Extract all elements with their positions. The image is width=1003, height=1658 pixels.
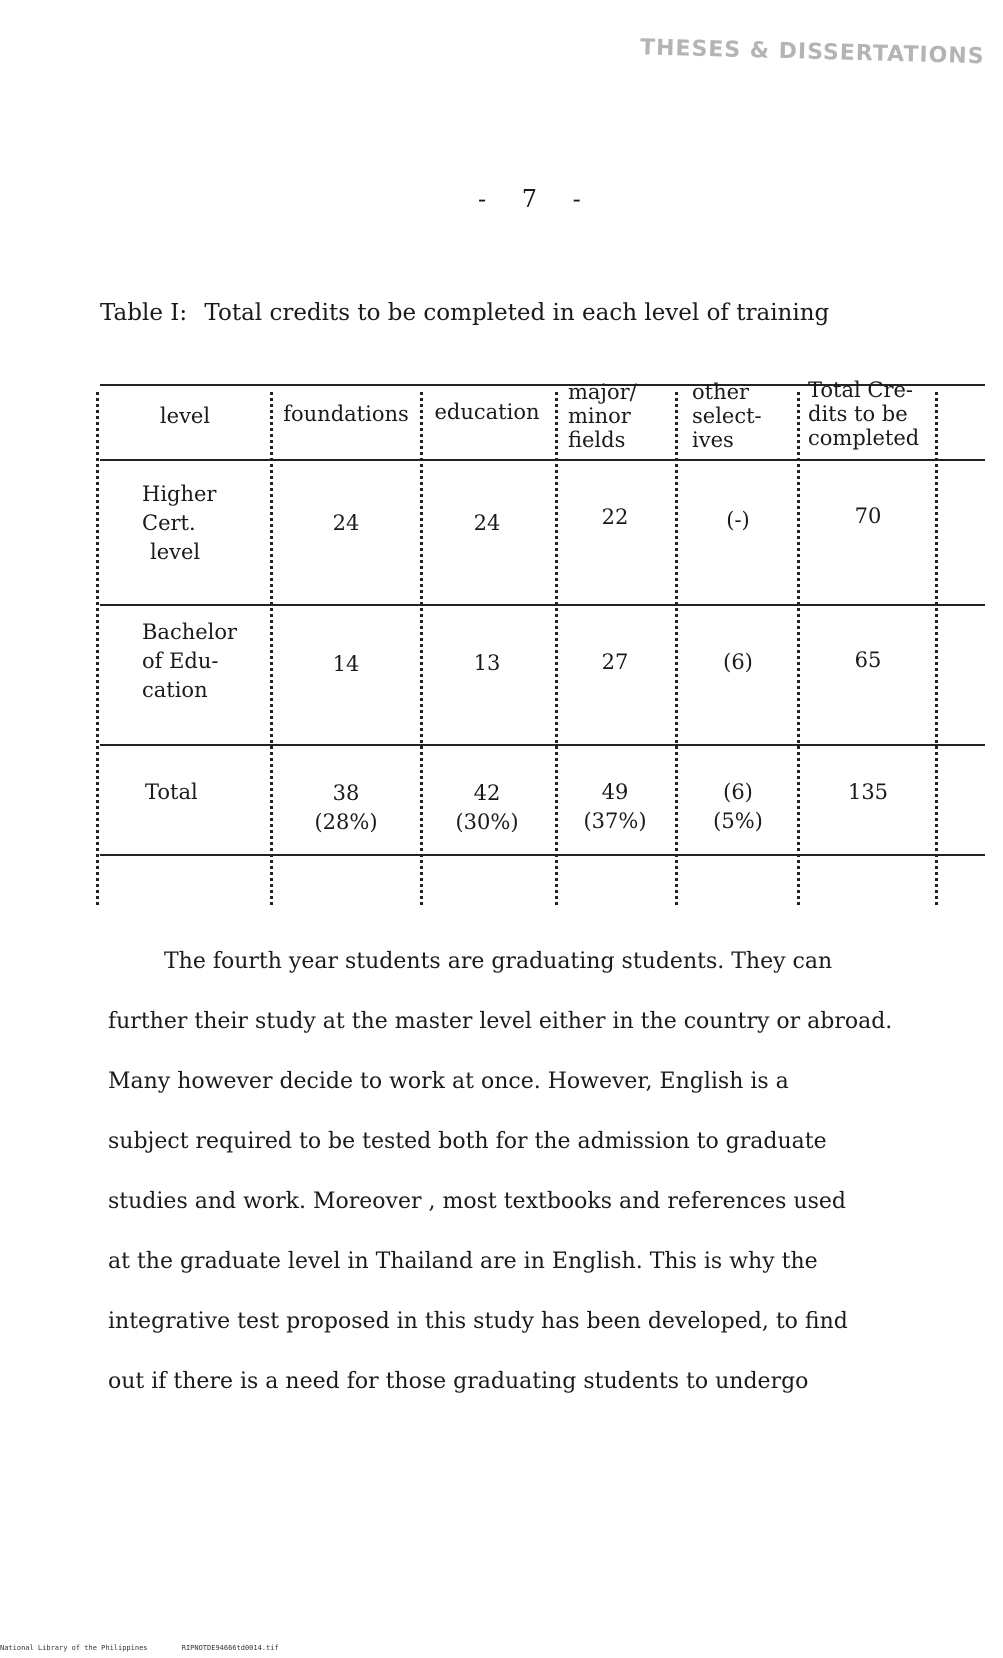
paragraph-line: further their study at the master level either in the country or abroad. bbox=[108, 1009, 893, 1034]
header-rule bbox=[100, 459, 985, 461]
table-caption-label: Table I: bbox=[100, 300, 188, 326]
header-total-line: Total Cre- bbox=[808, 378, 913, 402]
header-other bbox=[692, 380, 802, 452]
level-line: cation bbox=[142, 678, 208, 702]
header-total-line: dits to be bbox=[808, 402, 908, 426]
cell-total-major bbox=[560, 778, 670, 836]
column-separator bbox=[935, 392, 938, 905]
cell-total-foundations bbox=[276, 779, 416, 837]
page-number: - 7 - bbox=[478, 185, 595, 213]
paragraph-line: integrative test proposed in this study has been developed, to find bbox=[108, 1309, 848, 1334]
value: 42 bbox=[473, 781, 501, 805]
level-line: Bachelor bbox=[142, 620, 238, 644]
paragraph-line: Many however decide to work at once. However, English is a bbox=[108, 1069, 789, 1094]
column-separator bbox=[555, 392, 558, 905]
value: 49 bbox=[601, 780, 629, 804]
table-bottom-rule bbox=[100, 854, 985, 856]
level-line: of Edu- bbox=[142, 649, 219, 673]
header-other-line: ives bbox=[692, 428, 734, 452]
header-foundations: foundations bbox=[283, 402, 409, 426]
header-major bbox=[568, 380, 678, 452]
paragraph-line: out if there is a need for those graduating students to undergo bbox=[108, 1369, 809, 1394]
cell-total-education bbox=[422, 779, 552, 837]
percent: (5%) bbox=[713, 809, 763, 833]
credits-table bbox=[100, 378, 985, 905]
archive-stamp: THESES & DISSERTATIONS bbox=[639, 35, 985, 70]
cell-total: 70 bbox=[854, 504, 882, 528]
paragraph-line: studies and work. Moreover , most textbooks and references used bbox=[108, 1189, 846, 1214]
cell-major: 22 bbox=[601, 505, 629, 529]
row-rule bbox=[100, 604, 985, 606]
column-separator bbox=[270, 392, 273, 905]
cell-total-other bbox=[682, 778, 794, 836]
header-level: level bbox=[159, 404, 211, 428]
cell-total: 65 bbox=[854, 648, 882, 672]
value: (6) bbox=[723, 780, 753, 804]
cell-major: 27 bbox=[601, 650, 629, 674]
row-level-higher-cert bbox=[142, 480, 270, 567]
cell-other: (-) bbox=[726, 508, 750, 532]
header-total bbox=[808, 378, 948, 450]
header-total-line: completed bbox=[808, 426, 920, 450]
row-total-label: Total bbox=[145, 780, 198, 804]
header-major-line: fields bbox=[568, 428, 626, 452]
cell-education: 13 bbox=[473, 651, 501, 675]
header-other-line: select- bbox=[692, 404, 762, 428]
percent: (28%) bbox=[314, 810, 378, 834]
header-major-line: major/ bbox=[568, 380, 637, 404]
footer-library: National Library of the Philippines bbox=[0, 1644, 148, 1652]
table-caption bbox=[100, 300, 829, 326]
percent: (37%) bbox=[583, 809, 647, 833]
header-other-line: other bbox=[692, 380, 750, 404]
level-line: level bbox=[150, 540, 201, 564]
header-major-line: minor bbox=[568, 404, 631, 428]
column-separator bbox=[797, 392, 800, 905]
row-rule bbox=[100, 744, 985, 746]
cell-other: (6) bbox=[723, 650, 753, 674]
paragraph-line: The fourth year students are graduating students. They can bbox=[164, 949, 833, 974]
cell-foundations: 24 bbox=[332, 511, 360, 535]
scan-footer bbox=[0, 1644, 309, 1652]
body-paragraph bbox=[108, 942, 1003, 1422]
column-separator bbox=[675, 392, 678, 905]
column-separator bbox=[96, 392, 99, 905]
table-caption-text: Total credits to be completed in each level of training bbox=[204, 300, 830, 326]
level-line: Higher bbox=[142, 482, 217, 506]
footer-file-id: RIPNOTDE94666td0014.tif bbox=[181, 1644, 279, 1652]
level-line: Cert. bbox=[142, 511, 196, 535]
paragraph-line: subject required to be tested both for the admission to graduate bbox=[108, 1129, 827, 1154]
paragraph-line: at the graduate level in Thailand are in English. This is why the bbox=[108, 1249, 818, 1274]
cell-foundations: 14 bbox=[332, 652, 360, 676]
header-education: education bbox=[434, 400, 540, 424]
cell-education: 24 bbox=[473, 511, 501, 535]
percent: (30%) bbox=[455, 810, 519, 834]
value: 38 bbox=[332, 781, 360, 805]
row-level-bachelor bbox=[142, 618, 270, 705]
cell-total-total: 135 bbox=[847, 780, 889, 804]
